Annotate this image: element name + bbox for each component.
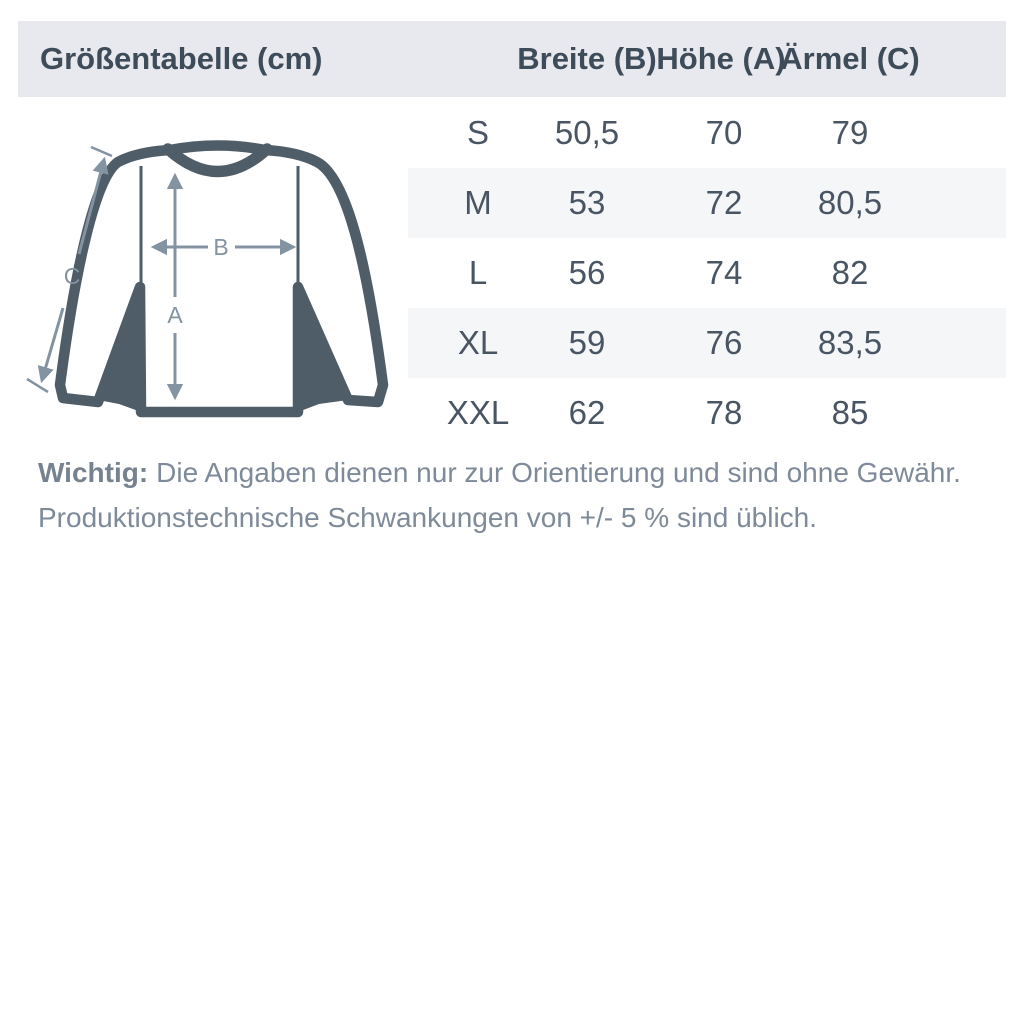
size-table [408,98,1006,448]
table-row-m [408,168,1006,238]
aermel-value: 79 [831,114,869,151]
note-label: Wichtig: [38,457,149,488]
sweater-icon [15,130,425,440]
column-header-hoehe: Höhe (A) [656,41,786,76]
aermel-value: 85 [831,394,869,431]
breite-value: 50,5 [554,114,620,151]
note-line2: Produktionstechnische Schwankungen von +/- 5 % sind üblich. [38,502,818,533]
hoehe-value: 74 [705,254,743,291]
sweater-diagram [15,130,425,440]
breite-value: 56 [568,254,606,291]
aermel-value: 82 [831,254,869,291]
table-row-xl [408,308,1006,378]
label-a: A [167,302,183,328]
table-header [18,21,1006,97]
aermel-value: 83,5 [817,324,883,361]
breite-value: 62 [568,394,606,431]
column-header-breite: Breite (B) [517,41,657,76]
breite-value: 53 [568,184,606,221]
table-row-s [408,98,1006,168]
size-label: S [466,114,490,151]
size-label: L [468,254,488,291]
hoehe-value: 76 [705,324,743,361]
breite-value: 59 [568,324,606,361]
hoehe-value: 78 [705,394,743,431]
hoehe-value: 72 [705,184,743,221]
size-label: M [464,184,492,221]
label-b: B [213,234,229,260]
table-row-xxl [408,378,1006,448]
disclaimer-note [38,450,998,540]
table-row-l [408,238,1006,308]
column-header-aermel: Ärmel (C) [780,41,920,76]
hoehe-value: 70 [705,114,743,151]
size-label: XL [457,324,499,361]
label-c: C [63,263,81,289]
page-title: Größentabelle (cm) [40,41,323,76]
aermel-value: 80,5 [817,184,883,221]
size-label: XXL [446,394,510,431]
note-line1: Die Angaben dienen nur zur Orientierung und sind ohne Gewähr. [156,457,961,488]
